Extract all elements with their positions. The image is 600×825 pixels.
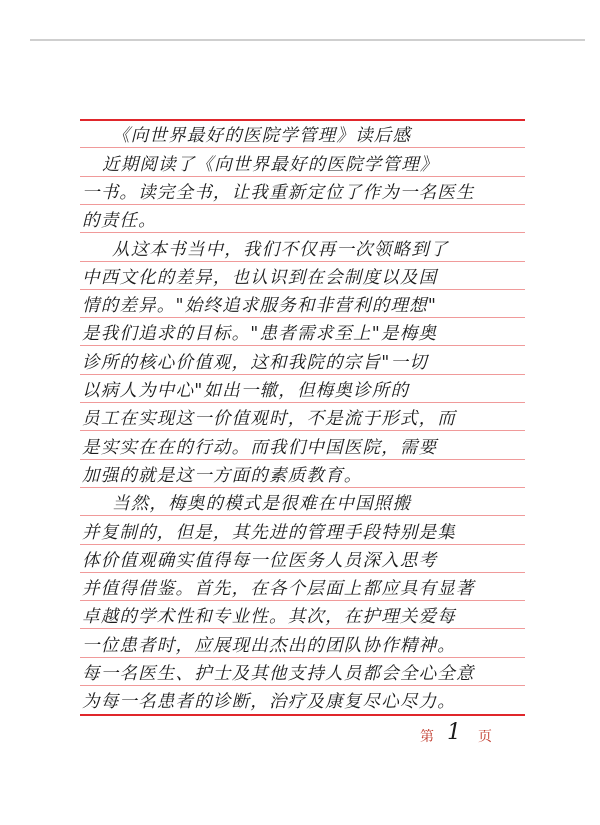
text-line: 诊所的核心价值观，这和我院的宗旨"一切 xyxy=(82,352,428,373)
top-divider xyxy=(30,39,585,41)
text-line: 一位患者时，应展现出杰出的团队协作精神。 xyxy=(82,635,456,656)
text-line: 每一名医生、护士及其他支持人员都会全心全意 xyxy=(82,664,475,684)
text-line: 以病人为中心"如出一辙，但梅奥诊所的 xyxy=(82,381,410,401)
text-line: 从这本书当中，我们不仅再一次领略到了 xyxy=(112,239,449,260)
page-footer xyxy=(0,722,600,748)
text-line: 加强的就是这一方面的素质教育。 xyxy=(82,465,363,486)
text-line: 卓越的学术性和专业性。其次，在护理关爱每 xyxy=(82,607,456,628)
page-number: 1 xyxy=(447,720,461,745)
text-line: 情的差异。"始终追求服务和非营利的理想" xyxy=(82,296,438,317)
text-line: 并值得借鉴。首先，在各个层面上都应具有显著 xyxy=(82,579,475,600)
text-line: 员工在实现这一价值观时，不是流于形式，而 xyxy=(82,409,456,430)
text-line: 是实实在在的行动。而我们中国医院，需要 xyxy=(82,437,438,458)
text-line: 一书。读完全书，让我重新定位了作为一名医生 xyxy=(82,182,475,203)
text-line: 中西文化的差异，也认识到在会制度以及国 xyxy=(82,267,438,288)
text-line: 的责任。 xyxy=(82,211,157,232)
page-suffix: 页 xyxy=(478,729,492,745)
text-line: 是我们追求的目标。"患者需求至上"是梅奥 xyxy=(82,324,438,345)
text-line: 近期阅读了《向世界最好的医院学管理》 xyxy=(102,154,439,175)
text-line: 为每一名患者的诊断，治疗及康复尽心尽力。 xyxy=(82,692,456,713)
text-line: 并复制的，但是，其先进的管理手段特别是集 xyxy=(82,522,456,543)
bottom-red-rule xyxy=(80,714,525,716)
text-line: 体价值观确实值得每一位医务人员深入思考 xyxy=(82,550,438,571)
page-prefix: 第 xyxy=(420,729,434,745)
text-line: 《向世界最好的医院学管理》读后感 xyxy=(112,126,412,147)
text-line: 当然，梅奥的模式是很难在中国照搬 xyxy=(112,494,412,515)
top-red-rule xyxy=(80,119,525,121)
